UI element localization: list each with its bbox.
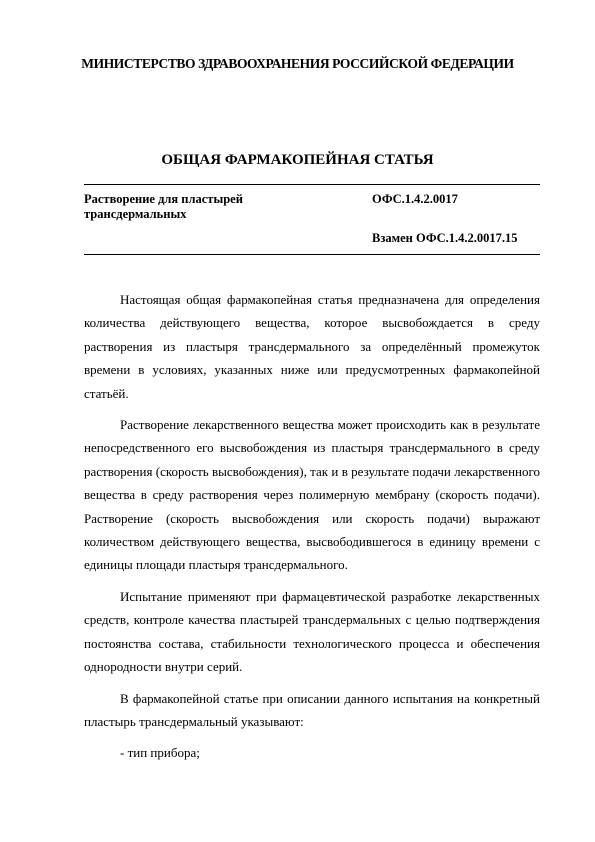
document-title: ОБЩАЯ ФАРМАКОПЕЙНАЯ СТАТЬЯ	[161, 152, 434, 168]
article-body	[84, 288, 540, 773]
paragraph-1: Настоящая общая фармакопейная статья предназначена для определения количества действующего вещества, которое высвобождается в среду растворения из пластыря трансдермального за определённый промежуток времени в условиях, указанных ниже или предусмотренных фармакопейной статьёй.	[84, 292, 540, 401]
paragraph-2: Растворение лекарственного вещества может происходить как в результате непосредственного его высвобождения из пластыря трансдермального в среду растворения (скорость высвобождения), так и в результате подачи лекарственного вещества в среду растворения через полимерную мембрану (скорость подачи). Растворение (скорость высвобождения или скорость подачи) выражают количеством действующего вещества, высвободившегося в единицу времени с единицы площади пластыря трансдермального.	[84, 417, 540, 573]
list-item-device-type: - тип прибора;	[120, 745, 200, 761]
top-divider	[84, 184, 540, 185]
article-code: ОФС.1.4.2.0017	[372, 192, 458, 206]
ministry-header: МИНИСТЕРСТВО ЗДРАВООХРАНЕНИЯ РОССИЙСКОЙ ФЕДЕРАЦИИ	[81, 56, 514, 71]
replaces-code: Взамен ОФС.1.4.2.0017.15	[372, 231, 518, 245]
paragraph-4: В фармакопейной статье при описании данного испытания на конкретный пластырь трансдермальный указывают:	[84, 690, 540, 729]
bottom-divider	[84, 254, 540, 255]
paragraph-3: Испытание применяют при фармацевтической разработке лекарственных средств, контроле качества пластырей трансдермальных с целью подтверждения постоянства состава, стабильности технологического процесса и обеспечения однородности внутри серий.	[84, 588, 540, 675]
article-name: Растворение для пластырей трансдермальных	[84, 192, 243, 221]
